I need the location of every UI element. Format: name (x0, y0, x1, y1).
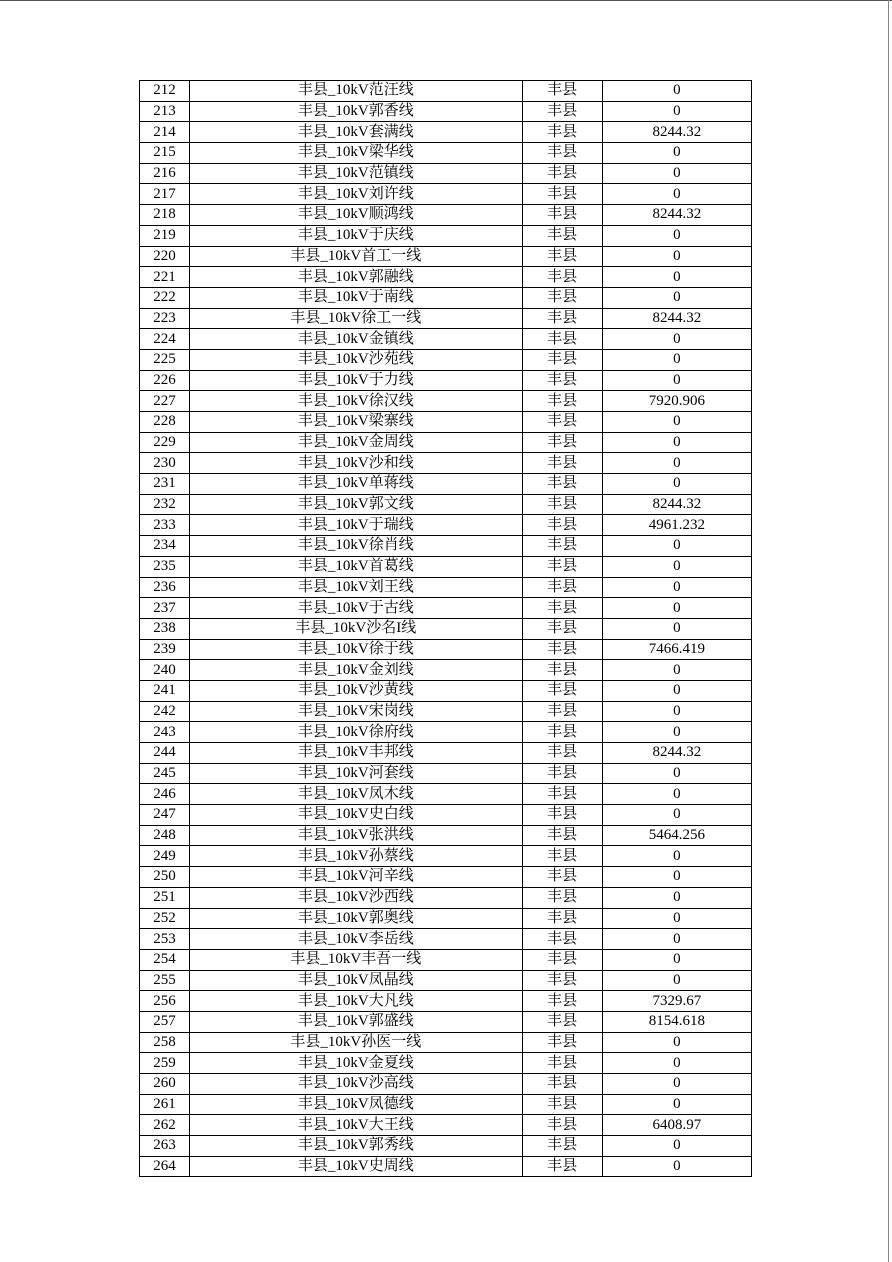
county-cell: 丰县 (522, 660, 602, 681)
table-row (140, 412, 752, 433)
table-row (140, 474, 752, 495)
table-row (140, 1032, 752, 1053)
county-cell: 丰县 (522, 267, 602, 288)
value-cell: 0 (602, 432, 751, 453)
line-name-cell: 丰县_10kV河套线 (190, 763, 523, 784)
value-cell: 0 (602, 1074, 751, 1095)
value-cell: 0 (602, 163, 751, 184)
table-row (140, 246, 752, 267)
line-name-cell: 丰县_10kV丰吾一线 (190, 949, 523, 970)
county-cell: 丰县 (522, 970, 602, 991)
county-cell: 丰县 (522, 143, 602, 164)
row-number-cell: 215 (140, 143, 190, 164)
value-cell: 0 (602, 267, 751, 288)
line-name-cell: 丰县_10kV徐于线 (190, 639, 523, 660)
line-name-cell: 丰县_10kV金夏线 (190, 1053, 523, 1074)
county-cell: 丰县 (522, 1136, 602, 1157)
row-number-cell: 225 (140, 349, 190, 370)
line-name-cell: 丰县_10kV凤德线 (190, 1094, 523, 1115)
value-cell: 0 (602, 412, 751, 433)
table-row (140, 205, 752, 226)
row-number-cell: 222 (140, 287, 190, 308)
value-cell: 0 (602, 1053, 751, 1074)
table-row (140, 432, 752, 453)
table-row (140, 225, 752, 246)
county-cell: 丰县 (522, 225, 602, 246)
table-row (140, 349, 752, 370)
county-cell: 丰县 (522, 639, 602, 660)
county-cell: 丰县 (522, 805, 602, 826)
line-name-cell: 丰县_10kV大凡线 (190, 991, 523, 1012)
row-number-cell: 260 (140, 1074, 190, 1095)
line-name-cell: 丰县_10kV河辛线 (190, 867, 523, 888)
value-cell: 0 (602, 701, 751, 722)
line-name-cell: 丰县_10kV于古线 (190, 598, 523, 619)
county-cell: 丰县 (522, 349, 602, 370)
county-cell: 丰县 (522, 618, 602, 639)
county-cell: 丰县 (522, 887, 602, 908)
line-name-cell: 丰县_10kV于力线 (190, 370, 523, 391)
row-number-cell: 217 (140, 184, 190, 205)
county-cell: 丰县 (522, 432, 602, 453)
value-cell: 0 (602, 577, 751, 598)
value-cell: 0 (602, 1094, 751, 1115)
table-row (140, 763, 752, 784)
county-cell: 丰县 (522, 163, 602, 184)
row-number-cell: 221 (140, 267, 190, 288)
value-cell: 0 (602, 556, 751, 577)
value-cell: 0 (602, 101, 751, 122)
county-cell: 丰县 (522, 101, 602, 122)
value-cell: 0 (602, 660, 751, 681)
row-number-cell: 250 (140, 867, 190, 888)
value-cell: 0 (602, 225, 751, 246)
value-cell: 4961.232 (602, 515, 751, 536)
line-name-cell: 丰县_10kV刘许线 (190, 184, 523, 205)
county-cell: 丰县 (522, 701, 602, 722)
table-row (140, 370, 752, 391)
county-cell: 丰县 (522, 391, 602, 412)
line-name-cell: 丰县_10kV宋岗线 (190, 701, 523, 722)
table-row (140, 391, 752, 412)
table-row (140, 122, 752, 143)
row-number-cell: 223 (140, 308, 190, 329)
line-name-cell: 丰县_10kV梁寨线 (190, 412, 523, 433)
table-row (140, 515, 752, 536)
table-row (140, 453, 752, 474)
value-cell: 8244.32 (602, 122, 751, 143)
line-name-cell: 丰县_10kV沙和线 (190, 453, 523, 474)
county-cell: 丰县 (522, 949, 602, 970)
county-cell: 丰县 (522, 184, 602, 205)
row-number-cell: 254 (140, 949, 190, 970)
table-row (140, 1053, 752, 1074)
value-cell: 0 (602, 887, 751, 908)
line-name-cell: 丰县_10kV沙名I线 (190, 618, 523, 639)
value-cell: 8244.32 (602, 743, 751, 764)
table-row (140, 949, 752, 970)
row-number-cell: 251 (140, 887, 190, 908)
line-name-cell: 丰县_10kV徐府线 (190, 722, 523, 743)
line-name-cell: 丰县_10kV史周线 (190, 1156, 523, 1177)
county-cell: 丰县 (522, 453, 602, 474)
line-name-cell: 丰县_10kV于庆线 (190, 225, 523, 246)
table-row (140, 887, 752, 908)
value-cell: 0 (602, 784, 751, 805)
county-cell: 丰县 (522, 929, 602, 950)
county-cell: 丰县 (522, 1053, 602, 1074)
table-row (140, 163, 752, 184)
page-right-border (888, 0, 889, 1262)
county-cell: 丰县 (522, 598, 602, 619)
table-row (140, 908, 752, 929)
value-cell: 0 (602, 246, 751, 267)
line-name-cell: 丰县_10kV孙医一线 (190, 1032, 523, 1053)
row-number-cell: 249 (140, 846, 190, 867)
table-row (140, 494, 752, 515)
value-cell: 8244.32 (602, 308, 751, 329)
row-number-cell: 213 (140, 101, 190, 122)
line-name-cell: 丰县_10kV沙西线 (190, 887, 523, 908)
row-number-cell: 244 (140, 743, 190, 764)
county-cell: 丰县 (522, 246, 602, 267)
line-name-cell: 丰县_10kV金镇线 (190, 329, 523, 350)
value-cell: 0 (602, 287, 751, 308)
county-cell: 丰县 (522, 784, 602, 805)
row-number-cell: 257 (140, 1011, 190, 1032)
value-cell: 0 (602, 474, 751, 495)
table-row (140, 970, 752, 991)
value-cell: 0 (602, 763, 751, 784)
table-row (140, 308, 752, 329)
county-cell: 丰县 (522, 722, 602, 743)
county-cell: 丰县 (522, 825, 602, 846)
value-cell: 0 (602, 618, 751, 639)
line-name-cell: 丰县_10kV首葛线 (190, 556, 523, 577)
row-number-cell: 233 (140, 515, 190, 536)
table-row (140, 680, 752, 701)
line-name-cell: 丰县_10kV套满线 (190, 122, 523, 143)
page-top-border (0, 0, 892, 1)
line-name-cell: 丰县_10kV大王线 (190, 1115, 523, 1136)
line-name-cell: 丰县_10kV金刘线 (190, 660, 523, 681)
line-name-cell: 丰县_10kV凤木线 (190, 784, 523, 805)
table-row (140, 639, 752, 660)
value-cell: 8154.618 (602, 1011, 751, 1032)
county-cell: 丰县 (522, 1074, 602, 1095)
table-body (140, 81, 752, 1177)
value-cell: 8244.32 (602, 205, 751, 226)
value-cell: 0 (602, 1156, 751, 1177)
table-row (140, 1094, 752, 1115)
row-number-cell: 230 (140, 453, 190, 474)
line-name-cell: 丰县_10kV徐工一线 (190, 308, 523, 329)
table-row (140, 184, 752, 205)
line-name-cell: 丰县_10kV范镇线 (190, 163, 523, 184)
county-cell: 丰县 (522, 1156, 602, 1177)
row-number-cell: 259 (140, 1053, 190, 1074)
table-row (140, 1156, 752, 1177)
line-name-cell: 丰县_10kV郭融线 (190, 267, 523, 288)
value-cell: 0 (602, 598, 751, 619)
table-row (140, 143, 752, 164)
table-row (140, 1074, 752, 1095)
line-name-cell: 丰县_10kV梁华线 (190, 143, 523, 164)
county-cell: 丰县 (522, 370, 602, 391)
row-number-cell: 218 (140, 205, 190, 226)
row-number-cell: 241 (140, 680, 190, 701)
table-row (140, 867, 752, 888)
table-row (140, 660, 752, 681)
row-number-cell: 219 (140, 225, 190, 246)
row-number-cell: 258 (140, 1032, 190, 1053)
line-name-cell: 丰县_10kV徐肖线 (190, 536, 523, 557)
table-row (140, 991, 752, 1012)
row-number-cell: 231 (140, 474, 190, 495)
county-cell: 丰县 (522, 556, 602, 577)
line-name-cell: 丰县_10kV郭香线 (190, 101, 523, 122)
row-number-cell: 236 (140, 577, 190, 598)
row-number-cell: 242 (140, 701, 190, 722)
table-row (140, 743, 752, 764)
value-cell: 0 (602, 680, 751, 701)
table-row (140, 287, 752, 308)
line-name-cell: 丰县_10kV李岳线 (190, 929, 523, 950)
table-row (140, 1136, 752, 1157)
value-cell: 6408.97 (602, 1115, 751, 1136)
line-name-cell: 丰县_10kV沙黄线 (190, 680, 523, 701)
line-name-cell: 丰县_10kV史白线 (190, 805, 523, 826)
line-name-cell: 丰县_10kV郭文线 (190, 494, 523, 515)
county-cell: 丰县 (522, 577, 602, 598)
row-number-cell: 235 (140, 556, 190, 577)
row-number-cell: 247 (140, 805, 190, 826)
value-cell: 8244.32 (602, 494, 751, 515)
county-cell: 丰县 (522, 680, 602, 701)
row-number-cell: 237 (140, 598, 190, 619)
table-row (140, 267, 752, 288)
row-number-cell: 256 (140, 991, 190, 1012)
line-name-cell: 丰县_10kV郭盛线 (190, 1011, 523, 1032)
row-number-cell: 252 (140, 908, 190, 929)
row-number-cell: 232 (140, 494, 190, 515)
county-cell: 丰县 (522, 515, 602, 536)
table-row (140, 701, 752, 722)
county-cell: 丰县 (522, 1115, 602, 1136)
line-name-cell: 丰县_10kV徐汉线 (190, 391, 523, 412)
row-number-cell: 253 (140, 929, 190, 950)
value-cell: 0 (602, 81, 751, 102)
county-cell: 丰县 (522, 743, 602, 764)
line-name-cell: 丰县_10kV刘王线 (190, 577, 523, 598)
county-cell: 丰县 (522, 1032, 602, 1053)
line-name-cell: 丰县_10kV张洪线 (190, 825, 523, 846)
value-cell: 0 (602, 1136, 751, 1157)
row-number-cell: 245 (140, 763, 190, 784)
row-number-cell: 234 (140, 536, 190, 557)
county-cell: 丰县 (522, 1094, 602, 1115)
line-name-cell: 丰县_10kV首工一线 (190, 246, 523, 267)
line-name-cell: 丰县_10kV金周线 (190, 432, 523, 453)
value-cell: 7466.419 (602, 639, 751, 660)
county-cell: 丰县 (522, 205, 602, 226)
county-cell: 丰县 (522, 494, 602, 515)
county-cell: 丰县 (522, 991, 602, 1012)
table-row (140, 329, 752, 350)
value-cell: 0 (602, 949, 751, 970)
county-cell: 丰县 (522, 1011, 602, 1032)
row-number-cell: 220 (140, 246, 190, 267)
line-name-cell: 丰县_10kV范汪线 (190, 81, 523, 102)
county-cell: 丰县 (522, 763, 602, 784)
county-cell: 丰县 (522, 329, 602, 350)
value-cell: 0 (602, 970, 751, 991)
line-name-cell: 丰县_10kV郭秀线 (190, 1136, 523, 1157)
row-number-cell: 263 (140, 1136, 190, 1157)
row-number-cell: 228 (140, 412, 190, 433)
row-number-cell: 212 (140, 81, 190, 102)
row-number-cell: 229 (140, 432, 190, 453)
row-number-cell: 227 (140, 391, 190, 412)
value-cell: 0 (602, 1032, 751, 1053)
table-row (140, 536, 752, 557)
county-cell: 丰县 (522, 846, 602, 867)
table-row (140, 929, 752, 950)
county-cell: 丰县 (522, 908, 602, 929)
table-row (140, 1011, 752, 1032)
line-name-cell: 丰县_10kV凤晶线 (190, 970, 523, 991)
county-cell: 丰县 (522, 536, 602, 557)
value-cell: 0 (602, 536, 751, 557)
table-row (140, 598, 752, 619)
value-cell: 0 (602, 867, 751, 888)
row-number-cell: 246 (140, 784, 190, 805)
county-cell: 丰县 (522, 287, 602, 308)
line-name-cell: 丰县_10kV沙苑线 (190, 349, 523, 370)
table-row (140, 81, 752, 102)
value-cell: 0 (602, 908, 751, 929)
county-cell: 丰县 (522, 308, 602, 329)
value-cell: 7920.906 (602, 391, 751, 412)
value-cell: 7329.67 (602, 991, 751, 1012)
line-name-cell: 丰县_10kV丰邦线 (190, 743, 523, 764)
row-number-cell: 248 (140, 825, 190, 846)
row-number-cell: 264 (140, 1156, 190, 1177)
county-cell: 丰县 (522, 867, 602, 888)
row-number-cell: 238 (140, 618, 190, 639)
row-number-cell: 255 (140, 970, 190, 991)
value-cell: 0 (602, 184, 751, 205)
row-number-cell: 226 (140, 370, 190, 391)
data-table (139, 80, 752, 1177)
county-cell: 丰县 (522, 81, 602, 102)
line-name-cell: 丰县_10kV于瑞线 (190, 515, 523, 536)
line-name-cell: 丰县_10kV郭奥线 (190, 908, 523, 929)
value-cell: 0 (602, 805, 751, 826)
table-row (140, 825, 752, 846)
line-name-cell: 丰县_10kV顺鸿线 (190, 205, 523, 226)
table-row (140, 846, 752, 867)
table-row (140, 722, 752, 743)
value-cell: 0 (602, 329, 751, 350)
row-number-cell: 262 (140, 1115, 190, 1136)
value-cell: 0 (602, 453, 751, 474)
line-name-cell: 丰县_10kV沙高线 (190, 1074, 523, 1095)
value-cell: 0 (602, 722, 751, 743)
table-row (140, 618, 752, 639)
row-number-cell: 224 (140, 329, 190, 350)
row-number-cell: 214 (140, 122, 190, 143)
value-cell: 0 (602, 929, 751, 950)
value-cell: 5464.256 (602, 825, 751, 846)
row-number-cell: 240 (140, 660, 190, 681)
row-number-cell: 243 (140, 722, 190, 743)
line-name-cell: 丰县_10kV孙蔡线 (190, 846, 523, 867)
table-row (140, 784, 752, 805)
table-row (140, 556, 752, 577)
value-cell: 0 (602, 370, 751, 391)
table-row (140, 577, 752, 598)
line-name-cell: 丰县_10kV单蒋线 (190, 474, 523, 495)
row-number-cell: 261 (140, 1094, 190, 1115)
county-cell: 丰县 (522, 474, 602, 495)
line-name-cell: 丰县_10kV于南线 (190, 287, 523, 308)
table-row (140, 1115, 752, 1136)
value-cell: 0 (602, 846, 751, 867)
row-number-cell: 216 (140, 163, 190, 184)
table-row (140, 805, 752, 826)
value-cell: 0 (602, 349, 751, 370)
value-cell: 0 (602, 143, 751, 164)
county-cell: 丰县 (522, 122, 602, 143)
table-row (140, 101, 752, 122)
county-cell: 丰县 (522, 412, 602, 433)
row-number-cell: 239 (140, 639, 190, 660)
